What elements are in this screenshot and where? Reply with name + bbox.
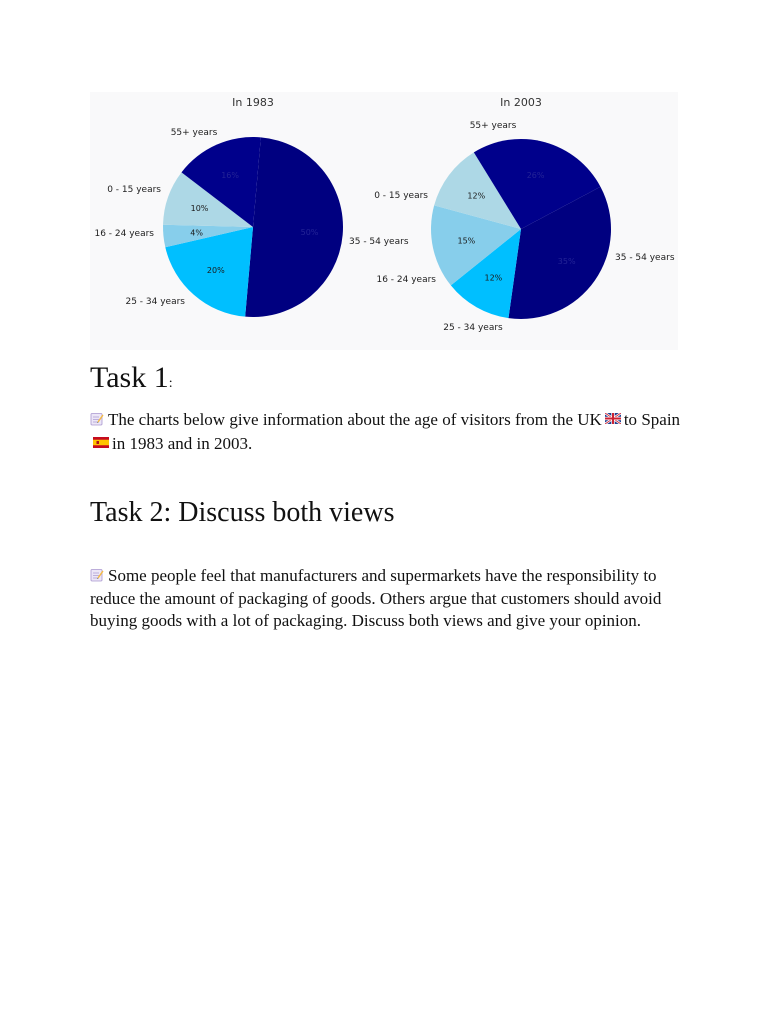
memo-icon (90, 566, 104, 580)
slice-label-in-1983-0-15-years: 0 - 15 years (107, 185, 161, 195)
pct-label-in-2003-0-15-years: 12% (467, 191, 486, 201)
uk-flag-icon (605, 408, 621, 419)
slice-label-in-1983-25-34-years: 25 - 34 years (125, 297, 185, 307)
pct-label-in-1983-0-15-years: 10% (190, 204, 209, 214)
chart-title-in-2003: In 2003 (500, 96, 542, 109)
slice-label-in-1983-16-24-years: 16 - 24 years (94, 229, 154, 239)
slice-label-in-2003-35-54-years: 35 - 54 years (615, 253, 675, 263)
slice-label-in-2003-0-15-years: 0 - 15 years (374, 191, 428, 201)
pct-label-in-1983-16-24-years: 4% (190, 228, 203, 238)
pct-label-in-1983-25-34-years: 20% (206, 265, 225, 275)
task1-text-to: to (623, 410, 638, 429)
slice-label-in-1983-35-54-years: 35 - 54 years (349, 237, 409, 247)
pct-label-in-2003-55plus-years: 26% (526, 171, 545, 181)
task1-title: Task 1 (90, 361, 169, 394)
pct-label-in-2003-25-34-years: 12% (484, 273, 503, 283)
pie-slice-in-1983-35-54-years (245, 137, 343, 317)
pct-label-in-2003-16-24-years: 15% (457, 236, 476, 246)
task2-heading: Task 2: Discuss both views (90, 497, 395, 528)
task1-title-colon: : (168, 376, 173, 391)
slice-label-in-2003-25-34-years: 25 - 34 years (443, 323, 503, 333)
slice-label-in-2003-55plus-years: 55+ years (469, 121, 517, 131)
chart-title-in-1983: In 1983 (232, 96, 274, 109)
pct-label-in-1983-35-54-years: 50% (300, 227, 319, 237)
task2-text: Some people feel that manufacturers and supermarkets have the responsibility to reduce the amount of packaging of goods. Others argue that customers should avoid buying goods with a lot of packaging. Discuss both views and give your opinion. (90, 566, 662, 630)
slice-label-in-1983-55plus-years: 55+ years (170, 128, 218, 138)
task1-text-part1: The charts below give information about the age of visitors from the UK (108, 410, 602, 429)
task1-text-part2: in 1983 and in 2003. (112, 433, 253, 453)
pie-charts-svg (90, 92, 678, 350)
task2-prompt (90, 565, 686, 633)
memo-icon (90, 410, 104, 424)
pct-label-in-1983-55plus-years: 16% (221, 171, 239, 181)
pie-charts-figure (90, 92, 678, 350)
pct-label-in-2003-35-54-years: 35% (557, 257, 576, 266)
task1-prompt (90, 408, 690, 455)
task1-text-spain: Spain (641, 410, 681, 429)
spain-flag-icon (93, 432, 109, 443)
task1-heading (90, 360, 173, 402)
slice-label-in-2003-16-24-years: 16 - 24 years (376, 275, 436, 285)
